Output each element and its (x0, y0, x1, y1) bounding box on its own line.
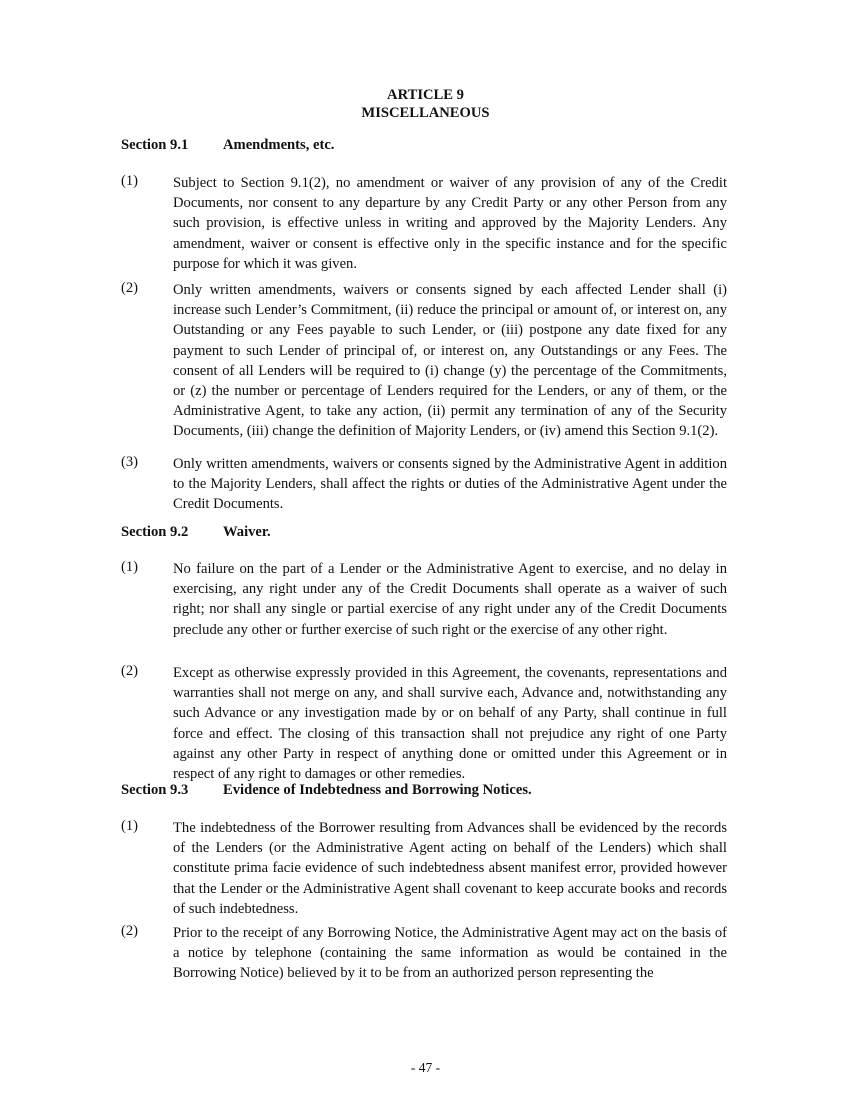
paragraph-text: No failure on the part of a Lender or the Administrative Agent to exercise, and no delay in exercising, any right under any of the Credit Documents shall operate as a waiver of such right; nor shall any single or partial exercise of any right under any of the Credit Documents preclude any other or further exercise of such right or the exercise of any other right. (173, 561, 727, 638)
paragraph-9-1-1 (121, 173, 727, 274)
section-title: Amendments, etc. (223, 137, 335, 153)
page-number: - 47 - (410, 1060, 441, 1075)
section-number: Section 9.1 (121, 137, 189, 153)
paragraph-text: Only written amendments, waivers or consents signed by the Administrative Agent in addition to the Majority Lenders, shall affect the rights or duties of the Administrative Agent under the Credit Documents. (173, 456, 727, 513)
paragraph-number: (1) (121, 818, 139, 834)
paragraph-9-3-2 (121, 923, 727, 984)
paragraph-number: (2) (121, 280, 139, 296)
paragraph-number: (3) (121, 454, 139, 470)
paragraph-9-3-1 (121, 818, 727, 919)
paragraph-9-1-3 (121, 454, 727, 515)
section-heading-9-1 (121, 137, 334, 154)
paragraph-text: Only written amendments, waivers or consents signed by each affected Lender shall (i) increase such Lender’s Commitment, (ii) reduce the principal or amount of, or interest on, any Outstanding or any Fees payable to such Lender, or (iii) postpone any date fixed for any payment to such Lender of principal of, or interest on, any Outstandings or any Fees. The consent of all Lenders will be required to (i) change (y) the percentage of the Commitments, or (z) the number or percentage of Lenders required for the Lenders, or any of them, or the Administrative Agent, to take any action, (ii) permit any termination of any of the Security Documents, (iii) change the definition of Majority Lenders, or (iv) amend this Section 9.1(2). (173, 282, 727, 440)
paragraph-9-2-1 (121, 559, 727, 640)
paragraph-9-1-2 (121, 280, 727, 442)
paragraph-number: (1) (121, 559, 139, 575)
paragraph-9-2-2 (121, 663, 727, 784)
paragraph-text: Subject to Section 9.1(2), no amendment or waiver of any provision of any of the Credit Documents, nor consent to any departure by any Credit Party or any other Person from any such provision, is effective unless in writing and approved by the Majority Lenders. Any amendment, waiver or consent is effective only in the specific instance and for the specific purpose for which it was given. (173, 175, 727, 272)
paragraph-number: (1) (121, 173, 139, 189)
article-number: ARTICLE 9 (387, 87, 464, 103)
article-title: MISCELLANEOUS (361, 104, 490, 121)
section-number: Section 9.2 (121, 524, 189, 540)
paragraph-text: The indebtedness of the Borrower resulting from Advances shall be evidenced by the records of the Lenders (or the Administrative Agent acting on behalf of the Lenders) which shall constitute prima facie evidence of such indebtedness absent manifest error, provided however that the Lender or the Administrative Agent shall covenant to keep accurate books and records of such indebtedness. (173, 820, 727, 917)
paragraph-number: (2) (121, 663, 139, 679)
paragraph-number: (2) (121, 923, 139, 939)
section-title: Evidence of Indebtedness and Borrowing Notices. (223, 782, 532, 798)
article-heading (0, 87, 851, 122)
paragraph-text: Prior to the receipt of any Borrowing Notice, the Administrative Agent may act on the basis of a notice by telephone (containing the same information as would be contained in the Borrowing Notice) believed by it to be from an authorized person representing the (173, 925, 727, 982)
section-heading-9-2 (121, 524, 271, 541)
section-title: Waiver. (223, 524, 271, 540)
section-heading-9-3 (121, 782, 532, 799)
paragraph-text: Except as otherwise expressly provided in this Agreement, the covenants, representations and warranties shall not merge on any, and shall survive each, Advance and, notwithstanding any such Advance or any investigation made by or on behalf of any Party, shall continue in full force and effect. The closing of this transaction shall not prejudice any right of one Party against any other Party in respect of anything done or omitted under this Agreement or in respect of any right to damages or other remedies. (173, 665, 727, 783)
section-number: Section 9.3 (121, 782, 189, 798)
